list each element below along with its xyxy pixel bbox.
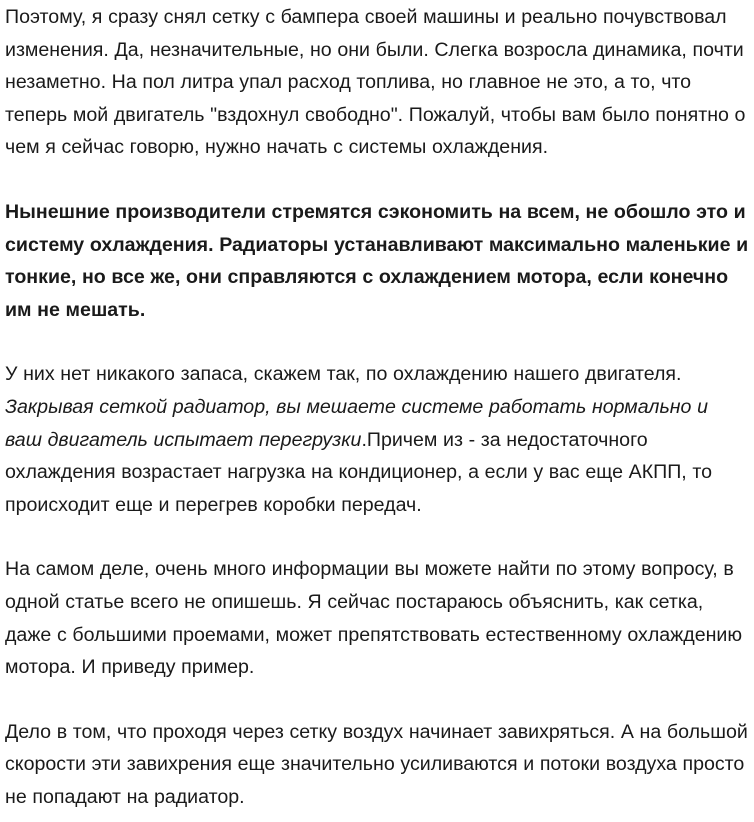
paragraph-4: На самом деле, очень много информации вы можете найти по этому вопросу, в одной статье всего не опишешь. Я сейчас постараюсь объяснить, как сетка, даже с большими проемами, может препятствовать естественному охлаждению мотора. И приведу пример.	[5, 558, 743, 679]
paragraph-5: Дело в том, что проходя через сетку воздух начинает завихряться. А на большой скорости эти завихрения еще значительно усиливаются и потоки воздуха просто не попадают на радиатор.	[5, 720, 748, 808]
paragraph-2-bold: Нынешние производители стремятся сэкономить на всем, не обошло это и систему охлаждения. Радиаторы устанавливают максимально маленькие и тонкие, но все же, они справляются с охлаждением мотора, если конечно им не мешать.	[5, 200, 749, 321]
paragraph-3-lead: У них нет никакого запаса, скажем так, по охлаждению нашего двигателя.	[5, 363, 682, 386]
paragraph-3-italic: Закрывая сеткой радиатор, вы мешаете системе работать нормально и ваш двигатель испытает перегрузки	[5, 395, 708, 451]
paragraph-3	[5, 358, 750, 521]
paragraph-3-tail: .Причем из - за недостаточного охлаждения возрастает нагрузка на кондиционер, а если у вас еще АКПП, то происходит еще и перегрев коробки передач.	[5, 428, 713, 516]
paragraph-1: Поэтому, я сразу снял сетку с бампера своей машины и реально почувствовал изменения. Да, незначительные, но они были. Слегка возросла динамика, почти незаметно. На пол литра упал расход топлива, но главное не это, а то, что теперь мой двигатель "вздохнул свободно". Пожалуй, чтобы вам было понятно о чем я сейчас говорю, нужно начать с системы охлаждения.	[5, 6, 746, 159]
